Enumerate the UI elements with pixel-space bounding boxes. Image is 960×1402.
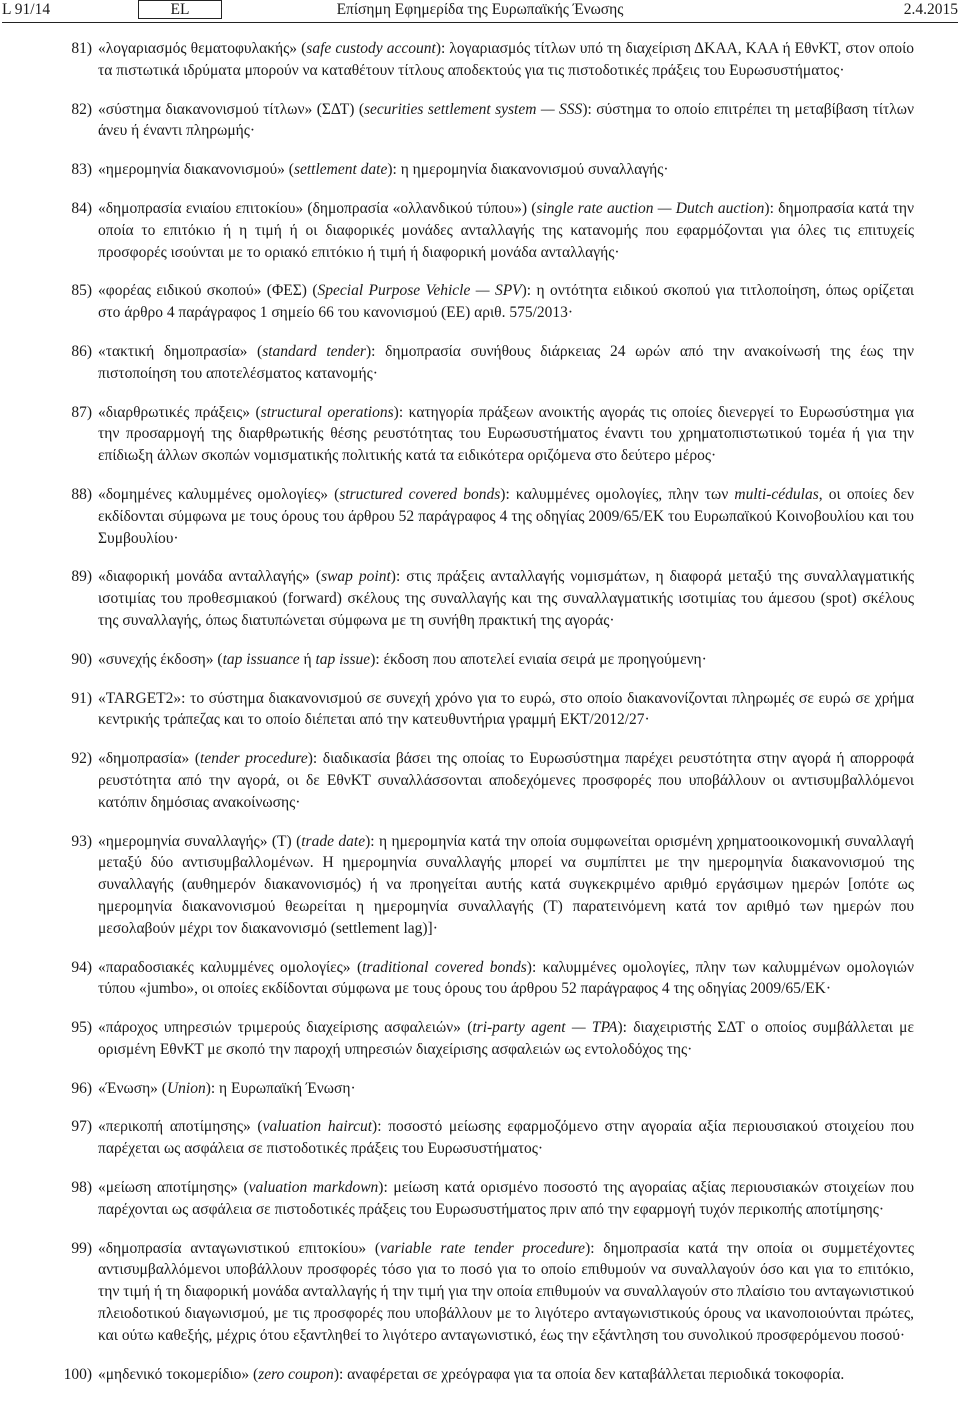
english-term: traditional covered bonds [362, 958, 527, 976]
definition-text [98, 1240, 914, 1344]
english-term: Union [166, 1079, 206, 1097]
text-run: ή [299, 650, 316, 668]
english-term: zero coupon [258, 1365, 334, 1383]
definition-item [62, 1177, 914, 1221]
definition-item [62, 1364, 914, 1386]
text-run: ): αναφέρεται σε χρεόγραφα για τα οποία δεν καταβάλλεται περιοδικά τοκοφορία. [333, 1365, 845, 1383]
text-run: «διαρθρωτικές πράξεις» ( [98, 403, 261, 421]
english-term: safe custody account [306, 40, 436, 57]
definition-text [98, 1019, 914, 1058]
definition-text [98, 404, 914, 465]
item-number: 92) [71, 750, 92, 768]
text-run: ): ποσοστό μείωσης εφαρμοζόμενο στην αγοραία αξία περιουσιακού στοιχείου που παρέχεται ως ασφάλεια σε πιστοδοτικές πράξεις του Ευρωσυστήματος· [98, 1118, 914, 1158]
text-run: ): καλυμμένες ομολογίες, πλην των καλυμμένων ομολογιών τύπου «jumbo», οι οποίες εκδίδονται σύμφωνα με τους όρους του άρθρου 52 παράγραφος 4 της οδηγίας 2009/65/ΕΚ· [98, 958, 914, 998]
definition-item [62, 99, 914, 143]
english-term: valuation markdown [248, 1179, 379, 1197]
text-run: «συνεχής έκδοση» ( [98, 650, 223, 668]
definition-text [98, 833, 914, 937]
text-run: ): δημοπρασία συνήθους διάρκειας 24 ωρών από την ανακοίνωσή της έως την πιστοποίηση του αποτελέσματος κατανομής· [98, 342, 914, 382]
item-number: 81) [71, 40, 92, 57]
definition-item [62, 1238, 914, 1347]
text-run: «ημερομηνία διακανονισμού» ( [98, 161, 294, 179]
text-run: ): δημοπρασία κατά την οποία οι συμμετέχοντες αντισυμβαλλόμενοι υποβάλλουν προσφορές τόσο για το ποσό για το οποίο επιθυμούν να συναλλαγούν όσο και για το επιτόκιο, την τιμή ή τη διαφορική μονάδα ανταλλαγής ή την τιμή για την οποία επιθυμούν να συναλλαγούν στο πλαίσιο του ανταγωνιστικού πλειοδοτικού διαγωνισμού, με τις προσφορές που υποβάλλουν με το λιγότερο ανταγωνιστικούς όρους να ικανοποιούνται πρώτες, και ούτω καθεξής, μέχρις ότου εξαντληθεί το λιγότερο ανταγωνιστικό, έως την εξάντληση του συνολικού προσφερόμενου ποσού· [98, 1239, 914, 1344]
text-run: «TARGET2»: το σύστημα διακανονισμού σε συνεχή χρόνο για το ευρώ, στο οποίο διακανονίζονται πληρωμές σε ευρώ σε χρήμα κεντρικής τράπεζας και το οποίο διέπεται από την κατευθυντήρια γραμμή ΕΚΤ/2012/27· [98, 689, 914, 729]
text-run: ): διαδικασία βάσει της οποίας το Ευρωσύστημα παρέχει ρευστότητα στην αγορά ή απορροφά ρευστότητα από την αγορά, οι δε ΕθνΚΤ συναλλάσσονται αποδεχόμενες προσφορές που υποβάλλουν οι αντισυμβαλλόμενοι κατόπιν δημόσιας ανακοίνωσης· [98, 750, 914, 811]
item-number: 86) [71, 342, 92, 360]
definition-item [62, 748, 914, 813]
definition-text [98, 568, 914, 629]
english-term: trade date [301, 832, 366, 850]
item-number: 100) [63, 1365, 92, 1383]
publication-date: 2.4.2015 [903, 1, 958, 18]
item-number: 95) [71, 1019, 92, 1037]
page-header [2, 0, 958, 23]
english-term: settlement date [293, 161, 388, 179]
definition-text [98, 1080, 356, 1097]
language-code-box: EL [138, 0, 222, 19]
definition-text [98, 200, 914, 261]
english-term: variable rate tender procedure [380, 1239, 586, 1257]
item-number: 87) [71, 403, 92, 421]
definition-text [98, 1366, 844, 1383]
text-run: ): έκδοση που αποτελεί ενιαία σειρά με προηγούμενη· [370, 650, 707, 668]
english-term: multi-cédulas [734, 485, 819, 503]
definition-item [62, 957, 914, 1001]
text-run: ): στις πράξεις ανταλλαγής νομισμάτων, η διαφορά μεταξύ της συναλλαγματικής ισοτιμίας του προθεσμιακού (forward) σκέλους της συναλλαγής και της συναλλαγματικής ισοτιμίας του άμεσου (spot) σκέλους της συναλλαγής, όπως διατυπώνεται σύμφωνα με τη συνήθη πρακτική της αγοράς· [98, 568, 914, 629]
text-run: «παραδοσιακές καλυμμένες ομολογίες» ( [98, 958, 363, 976]
text-run: ): λογαριασμός τίτλων υπό τη διαχείριση ΔΚΑΑ, ΚΑΑ ή ΕθνΚΤ, στον οποίο τα πιστωτικά ιδρύματα μπορούν να καταθέτουν τίτλους αποδεκτούς για τις πιστοδοτικές πράξεις του Ευρωσυστήματος· [98, 40, 914, 79]
text-run: «δομημένες καλυμμένες ομολογίες» ( [98, 485, 340, 503]
text-run: ): μείωση κατά ορισμένο ποσοστό της αγοραίας αξίας περιουσιακών στοιχείων που παρέχονται ως ασφάλεια σε πιστοδοτικές πράξεις του Ευρωσυστήματος πριν από την εφαρμογή τυχόν περικοπής αποτίμησης· [98, 1179, 914, 1218]
english-term: securities settlement system — SSS [364, 100, 583, 118]
english-term: standard tender [262, 342, 366, 360]
english-term: tender procedure [200, 750, 308, 768]
text-run: , οι οποίες δεν εκδίδονται σύμφωνα με τους όρους του άρθρου 52 παράγραφος 4 της οδηγίας 2009/65/ΕΚ του Ευρωπαϊκού Κοινοβουλίου και του Συμβουλίου· [98, 485, 914, 547]
definitions-list [62, 38, 914, 1402]
definition-text [98, 750, 914, 811]
definition-item [62, 341, 914, 385]
item-number: 85) [71, 282, 92, 300]
english-term: tri-party agent — TPA [472, 1019, 618, 1037]
text-run: «περικοπή αποτίμησης» ( [98, 1118, 263, 1136]
definition-item [62, 159, 914, 181]
text-run: ): καλυμμένες ομολογίες, πλην των [500, 485, 735, 503]
definition-item [62, 484, 914, 549]
definition-item [62, 649, 914, 671]
item-number: 97) [71, 1118, 92, 1136]
text-run: «δημοπρασία» ( [98, 750, 201, 768]
text-run: ): η ημερομηνία διακανονισμού συναλλαγής· [387, 161, 669, 179]
definition-text [98, 651, 707, 668]
definition-text [98, 690, 914, 729]
definition-item [62, 831, 914, 940]
text-run: «σύστημα διακανονισμού τίτλων» (ΣΔΤ) ( [98, 100, 364, 118]
english-term: swap point [321, 568, 391, 586]
item-number: 98) [71, 1179, 92, 1197]
text-run: ): κατηγορία πράξεων ανοικτής αγοράς τις οποίες διενεργεί το Ευρωσύστημα για την προσαρμογή της διαρθρωτικής θέσης ρευστότητας του Ευρωσυστήματος έναντι του χρηματοπιστωτικού τομέα ή για την επίδιωξη άλλων σκοπών νομισματικής πολιτικής κατά τα ειδικότερα οριζόμενα στο δεύτερο μέρος· [98, 403, 915, 465]
english-term: Special Purpose Vehicle — SPV [317, 282, 522, 300]
text-run: ): η ημερομηνία κατά την οποία συμφωνείται ορισμένη χρηματοοικονομική συναλλαγή μεταξύ δύο αντισυμβαλλομένων. Η ημερομηνία συναλλαγής μπορεί να συμπίπτει με την ημερομηνία διακανονισμού της συναλλαγής (αυθημερόν διακανονισμός) ή να προηγείται αυτής κατά συγκεκριμένο αριθμό εργάσιμων ημερών [οπότε ως ημερομηνία διακανονισμού θεωρείται η ημερομηνία συναλλαγής (Τ) παρατεινόμενη κατά τον αριθμό των ημερών που μεσολαβούν μέχρι τον διακανονισμό (settlement lag)]· [98, 832, 914, 937]
item-number: 91) [71, 689, 92, 707]
definition-item [62, 1116, 914, 1160]
text-run: ): διαχειριστής ΣΔΤ ο οποίος συμβάλλεται με ορισμένη ΕθνΚΤ με σκοπό την παροχή υπηρεσιών διαχείρισης ασφαλειών ως εντολοδόχος της· [98, 1019, 914, 1058]
english-term: valuation haircut [262, 1118, 373, 1136]
definition-item [62, 1017, 914, 1061]
text-run: «μηδενικό τοκομερίδιο» ( [98, 1365, 259, 1383]
text-run: «λογαριασμός θεματοφυλακής» ( [98, 40, 307, 57]
item-number: 99) [71, 1239, 92, 1257]
item-number: 84) [71, 199, 92, 217]
definition-text [98, 282, 914, 321]
definition-text [98, 343, 914, 382]
english-term: single rate auction — Dutch auction [536, 199, 765, 217]
definition-item [62, 1078, 914, 1100]
text-run: «πάροχος υπηρεσιών τριμερούς διαχείρισης ασφαλειών» ( [98, 1019, 473, 1037]
definition-item [62, 688, 914, 732]
definition-item [62, 38, 914, 82]
text-run: «δημοπρασία ανταγωνιστικού επιτοκίου» ( [98, 1239, 380, 1257]
item-number: 88) [71, 485, 92, 503]
text-run: «μείωση αποτίμησης» ( [98, 1179, 249, 1197]
text-run: «φορέας ειδικού σκοπού» (ΦΕΣ) ( [98, 282, 318, 300]
text-run: ): δημοπρασία κατά την οποία το επιτόκιο ή η τιμή ή οι διαφορικές μονάδες ανταλλαγής της κατανομής που εφαρμόζονται για όλες τις επιτυχείς προσφορές ισούνται με το οριακό επιτόκιο ή τιμή ή διαφορική μονάδα ανταλλαγής· [98, 199, 914, 261]
item-number: 94) [71, 958, 92, 976]
definition-text [98, 101, 914, 140]
page-reference: L 91/14 [2, 1, 51, 18]
item-number: 90) [71, 650, 92, 668]
item-number: 89) [71, 568, 92, 586]
text-run: «Ένωση» ( [98, 1079, 167, 1097]
text-run: ): σύστημα το οποίο επιτρέπει τη μεταβίβαση τίτλων άνευ ή έναντι πληρωμής· [98, 100, 914, 140]
english-term: tap issuance [222, 650, 300, 668]
english-term: tap issue [315, 650, 371, 668]
definition-item [62, 198, 914, 263]
definition-item [62, 280, 914, 324]
journal-title: Επίσημη Εφημερίδα της Ευρωπαϊκής Ένωσης [336, 1, 624, 18]
english-term: structural operations [260, 403, 394, 421]
item-number: 82) [71, 100, 92, 118]
text-run: «δημοπρασία ενιαίου επιτοκίου» (δημοπρασία «ολλανδικού τύπου») ( [98, 199, 537, 217]
text-run: «τακτική δημοπρασία» ( [98, 342, 263, 360]
item-number: 96) [71, 1079, 92, 1097]
text-run: «διαφορική μονάδα ανταλλαγής» ( [98, 568, 322, 586]
definition-text [98, 40, 914, 79]
text-run: «ημερομηνία συναλλαγής» (Τ) ( [98, 832, 302, 850]
text-run: ): η Ευρωπαϊκή Ένωση· [205, 1079, 356, 1097]
item-number: 93) [71, 832, 92, 850]
definition-item [62, 402, 914, 467]
definition-text [98, 959, 914, 998]
text-run: ): η οντότητα ειδικού σκοπού για τιτλοποίηση, όπως ορίζεται στο άρθρο 4 παράγραφος 1 σημείο 66 του κανονισμού (ΕΕ) αριθ. 575/2013· [98, 282, 914, 322]
english-term: structured covered bonds [339, 485, 501, 503]
item-number: 83) [71, 161, 92, 179]
definition-text [98, 161, 669, 178]
definition-item [62, 566, 914, 631]
definition-text [98, 1118, 914, 1157]
definition-text [98, 1179, 914, 1218]
definition-text [98, 486, 914, 547]
